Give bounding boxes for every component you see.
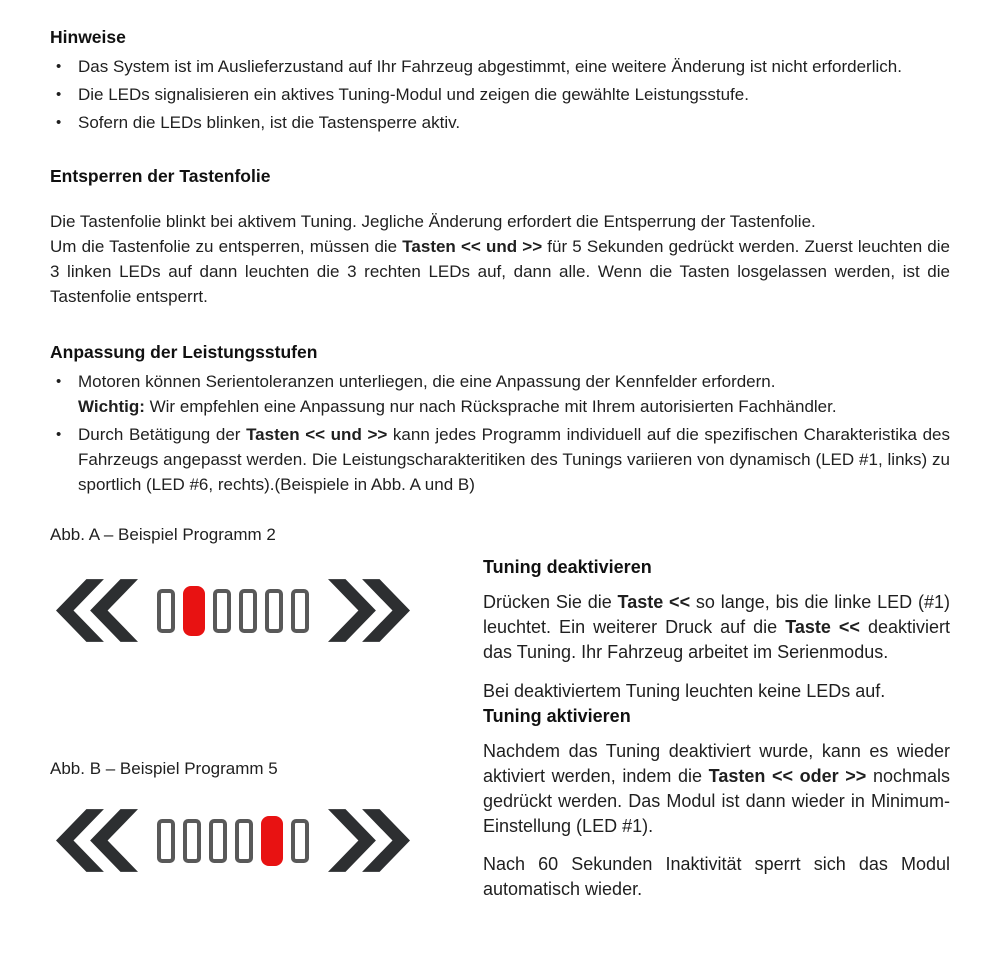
section-title-entsperren: Entsperren der Tastenfolie xyxy=(50,166,271,186)
bullet-text: Durch Betätigung der Tasten << und >> kann jedes Programm individuell auf die spezifischen Charakteristika des Fahrzeugs angepasst werden. Die Leistungscharakteritiken des Tunings variieren von dynamisch (LED #1, links) zu sportlich (LED #6, rechts).(Beispiele in Abb. A und B) xyxy=(78,425,950,494)
section-title-tuning-deaktivieren: Tuning deaktivieren xyxy=(483,557,652,577)
bullet-line: Wichtig: Wir empfehlen eine Anpassung nur nach Rücksprache mit Ihrem autorisierten Fachhändler. xyxy=(78,397,837,416)
led-indicator xyxy=(209,819,227,863)
bullet-text xyxy=(78,369,950,419)
led-indicator xyxy=(157,819,175,863)
led-indicator xyxy=(213,589,231,633)
entsperren-paragraph-1: Die Tastenfolie blinkt bei aktivem Tuning. Jegliche Änderung erfordert die Entsperrung der Tastenfolie. xyxy=(50,212,816,231)
chevrons-right-icon xyxy=(328,579,410,642)
led-indicator xyxy=(265,589,283,633)
bullet-dot: • xyxy=(56,373,62,390)
bullet-line: Motoren können Serientoleranzen unterliegen, die eine Anpassung der Kennfelder erfordern. xyxy=(78,372,776,391)
bullet-item xyxy=(50,422,950,497)
hinweise-bullet-list xyxy=(50,54,950,135)
bullet-dot: • xyxy=(56,86,62,103)
bullet-text: Die LEDs signalisieren ein aktives Tuning-Modul und zeigen die gewählte Leistungsstufe. xyxy=(78,85,749,104)
bullet-dot: • xyxy=(56,58,62,75)
figure-b-label: Abb. B – Beispiel Programm 5 xyxy=(50,759,278,778)
led-indicator xyxy=(235,819,253,863)
bullet-item xyxy=(50,82,950,107)
section-anpassung xyxy=(50,341,950,497)
bullet-dot: • xyxy=(56,114,62,131)
section-title-anpassung: Anpassung der Leistungsstufen xyxy=(50,342,318,362)
led-indicator xyxy=(239,589,257,633)
figures-area xyxy=(50,523,950,939)
entsperren-paragraph-2: Um die Tastenfolie zu entsperren, müssen die Tasten << und >> für 5 Sekunden gedrückt werden. Zuerst leuchten die 3 linken LEDs auf dann leuchten die 3 rechten LEDs auf, dann alle. Wenn die Tasten losgelassen werden, ist die Tastenfolie entsperrt. xyxy=(50,237,950,306)
led-indicator xyxy=(157,589,175,633)
led-indicator-active xyxy=(183,586,205,636)
led-row xyxy=(157,586,309,636)
bullet-item xyxy=(50,110,950,135)
tuning-aktivieren-paragraph: Nachdem das Tuning deaktiviert wurde, kann es wieder aktiviert werden, indem die Tasten << oder >> nochmals gedrückt werden. Das Modul ist dann wieder in Minimum-Einstellung (LED #1). xyxy=(483,741,950,836)
led-indicator xyxy=(183,819,201,863)
chevrons-right-icon xyxy=(328,809,410,872)
bullet-item xyxy=(50,369,950,419)
section-hinweise xyxy=(50,26,950,135)
tuning-deaktivieren-note: Bei deaktiviertem Tuning leuchten keine LEDs auf. xyxy=(483,681,886,701)
bullet-dot: • xyxy=(56,426,62,443)
section-title-hinweise: Hinweise xyxy=(50,27,126,47)
right-column xyxy=(483,555,950,902)
bullet-text: Das System ist im Auslieferzustand auf Ihr Fahrzeug abgestimmt, eine weitere Änderung ist nicht erforderlich. xyxy=(78,57,902,76)
led-indicator-active xyxy=(261,816,283,866)
section-entsperren xyxy=(50,165,950,309)
figure-b-graphic xyxy=(56,809,410,872)
bullet-item xyxy=(50,54,950,79)
chevrons-left-icon xyxy=(56,579,138,642)
tuning-deaktivieren-paragraph: Drücken Sie die Taste << so lange, bis die linke LED (#1) leuchtet. Ein weiterer Druck auf die Taste << deaktiviert das Tuning. Ihr Fahrzeug arbeitet im Serienmodus. xyxy=(483,592,950,662)
led-indicator xyxy=(291,589,309,633)
figure-a-graphic xyxy=(56,579,410,642)
section-title-tuning-aktivieren: Tuning aktivieren xyxy=(483,706,631,726)
chevrons-left-icon xyxy=(56,809,138,872)
bullet-text: Sofern die LEDs blinken, ist die Tastensperre aktiv. xyxy=(78,113,461,132)
led-indicator xyxy=(291,819,309,863)
anpassung-bullet-list xyxy=(50,369,950,497)
figure-a-label: Abb. A – Beispiel Programm 2 xyxy=(50,525,276,544)
led-row xyxy=(157,816,309,866)
tuning-aktivieren-note: Nach 60 Sekunden Inaktivität sperrt sich das Modul automatisch wieder. xyxy=(483,854,950,899)
